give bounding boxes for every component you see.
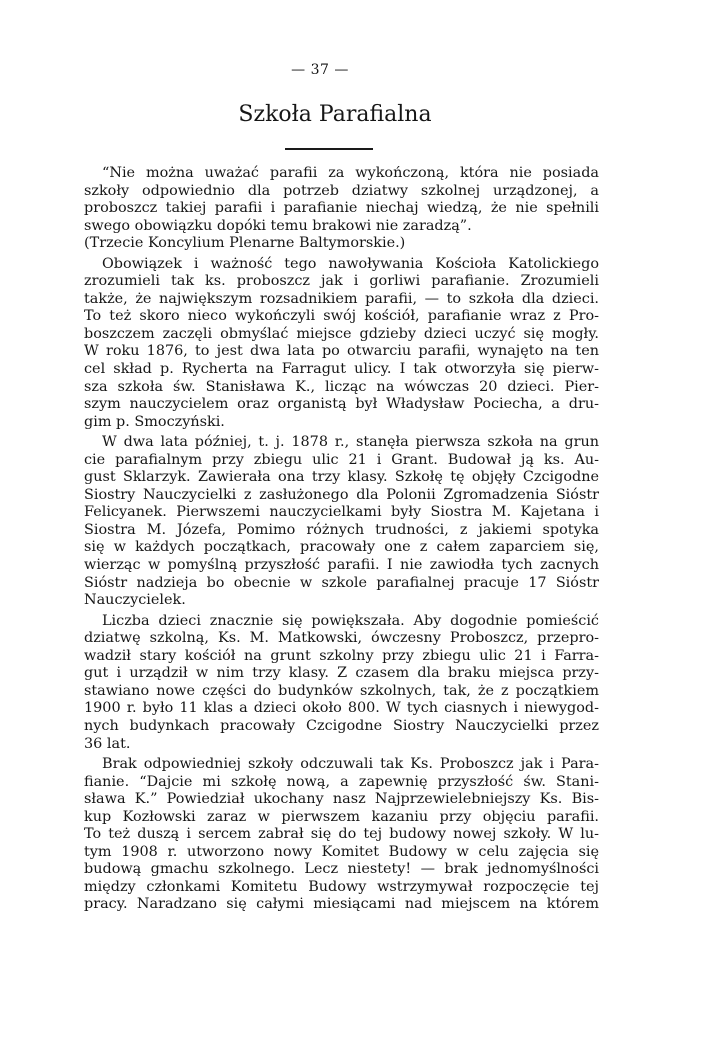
text-line: pracy. Naradzano się całymi miesiącami nad miejscem na którem bbox=[84, 896, 599, 913]
text-line: budową gmachu szkolnego. Lecz niestety! — brak jednomyślności bbox=[84, 861, 599, 878]
text-line: gust Sklarzyk. Zawierała ona trzy klasy. Szkołę tę objęły Czcigodne bbox=[84, 469, 599, 486]
paragraph bbox=[84, 434, 599, 609]
text-line: Liczba dzieci znacznie się powiększała. Aby dogodnie pomieścić bbox=[102, 612, 599, 629]
paragraph bbox=[84, 165, 599, 253]
text-line: zrozumieli tak ks. proboszcz jak i gorliwi parafianie. Zrozumieli bbox=[84, 273, 599, 290]
text-line: Brak odpowiedniej szkoły odczuwali tak Ks. Proboszcz jak i Para- bbox=[102, 756, 599, 773]
paragraph bbox=[84, 756, 599, 914]
text-line: 1900 r. było 11 klas a dzieci około 800. W tych ciasnych i niewygod- bbox=[84, 700, 599, 717]
text-line: tym 1908 r. utworzono nowy Komitet Budowy w celu zajęcia się bbox=[84, 843, 599, 860]
page-number: — 37 — bbox=[291, 62, 349, 78]
text-line: W roku 1876, to jest dwa lata po otwarciu parafii, wynajęto na ten bbox=[84, 343, 599, 360]
paragraph bbox=[84, 613, 599, 753]
text-line: Nauczycielek. bbox=[84, 592, 186, 609]
text-line: wierząc w pomyślną przyszłość parafii. I nie zawiodła tych zacnych bbox=[84, 557, 599, 574]
page-title: Szkoła Parafialna bbox=[238, 102, 432, 127]
text-line: sława K.” Powiedział ukochany nasz Najprzewielebniejszy Ks. Bis- bbox=[84, 791, 599, 808]
text-line: się w każdych początkach, pracowały one z całem zaparciem się, bbox=[84, 539, 599, 556]
text-line: nych budynkach pracowały Czcigodne Siostry Nauczycielki przez bbox=[84, 717, 599, 734]
text-line: cel skład p. Rycherta na Farragut ulicy. I tak otworzyła się pierw- bbox=[84, 361, 599, 378]
text-line: Siostry Nauczycielki z zasłużonego dla Polonii Zgromadzenia Sióstr bbox=[84, 486, 599, 503]
text-line: Sióstr nadzieja bo obecnie w szkole parafialnej pracuje 17 Sióstr bbox=[84, 574, 599, 591]
text-line: gut i urządził w nim trzy klasy. Z czasem dla braku miejsca przy- bbox=[84, 665, 599, 682]
text-line: cie parafialnym przy zbiegu ulic 21 i Grant. Budował ją ks. Au- bbox=[84, 451, 599, 468]
text-line: 36 lat. bbox=[84, 735, 131, 752]
text-line: szym nauczycielem oraz organistą był Władysław Pociecha, a dru- bbox=[84, 396, 599, 413]
text-line: To też skoro nieco wykończyli swój kościół, parafianie wraz z Pro- bbox=[84, 308, 599, 325]
text-line: boszczem zaczęli obmyślać miejsce gdzieby dzieci uczyć się mogły. bbox=[84, 325, 599, 342]
text-line: proboszcz takiej parafii i parafianie niechaj wiedzą, że nie spełnili bbox=[84, 200, 599, 217]
text-line: gim p. Smoczyński. bbox=[84, 413, 225, 430]
text-line: szkoły odpowiednio dla potrzeb dziatwy szkolnej urządzonej, a bbox=[84, 182, 599, 199]
text-line: “Nie można uważać parafii za wykończoną, która nie posiada bbox=[102, 165, 599, 181]
text-line: także, że największym rozsadnikiem parafii, — to szkoła dla dzieci. bbox=[84, 290, 599, 307]
paragraph bbox=[84, 256, 599, 431]
text-line: swego obowiązku dopóki temu brakowi nie zaradzą”. bbox=[84, 217, 472, 234]
body-text bbox=[84, 165, 599, 917]
text-line: (Trzecie Koncylium Plenarne Baltymorskie.) bbox=[84, 235, 406, 252]
text-line: dziatwę szkolną, Ks. M. Matkowski, ówczesny Proboszcz, przepro- bbox=[84, 630, 599, 647]
text-line: Siostra M. Józefa, Pomimo różnych trudności, z jakiemi spotyka bbox=[84, 521, 599, 538]
text-line: Felicyanek. Pierwszemi nauczycielkami były Siostra M. Kajetana i bbox=[84, 504, 599, 521]
text-line: Obowiązek i ważność tego nawoływania Kościoła Katolickiego bbox=[102, 255, 599, 272]
text-line: fianie. “Dajcie mi szkołę nową, a zapewnię przyszłość św. Stani- bbox=[84, 773, 599, 790]
text-line: między członkami Komitetu Budowy wstrzymywał rozpoczęcie tej bbox=[84, 878, 599, 895]
title-underline bbox=[285, 148, 373, 150]
text-line: stawiano nowe części do budynków szkolnych, tak, że z początkiem bbox=[84, 682, 599, 699]
text-line: kup Kozłowski zaraz w pierwszem kazaniu przy objęciu parafii. bbox=[84, 808, 599, 825]
text-line: sza szkoła św. Stanisława K., licząc na wówczas 20 dzieci. Pier- bbox=[84, 378, 599, 395]
text-line: To też duszą i sercem zabrał się do tej budowy nowej szkoły. W lu- bbox=[84, 826, 599, 843]
text-line: W dwa lata później, t. j. 1878 r., stanęła pierwsza szkoła na grun bbox=[102, 434, 599, 451]
text-line: wadził stary kościół na grunt szkolny przy zbiegu ulic 21 i Farra- bbox=[84, 647, 599, 664]
